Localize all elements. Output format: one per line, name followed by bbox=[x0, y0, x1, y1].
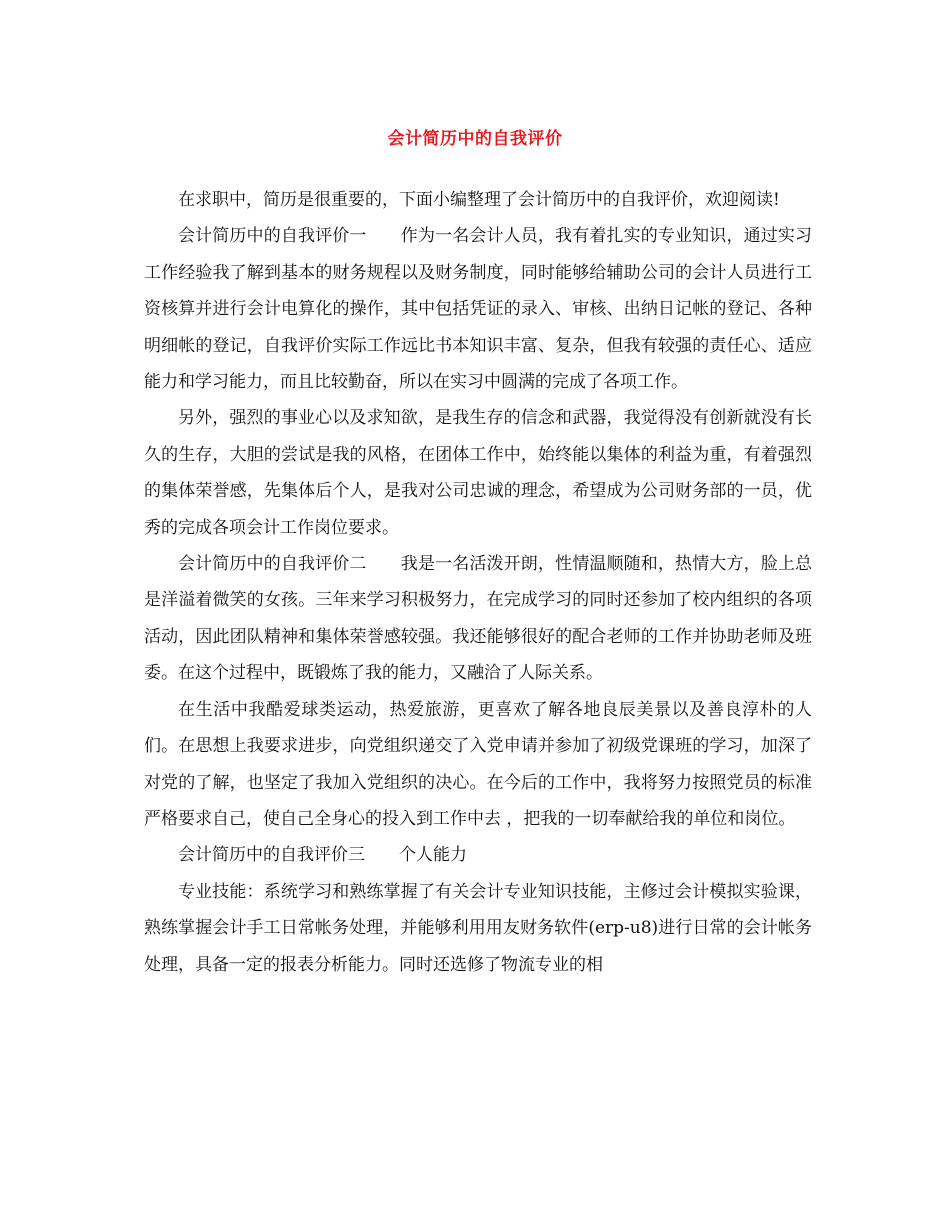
document-title: 会计简历中的自我评价 bbox=[387, 129, 563, 149]
paragraph-intro: 在求职中，简历是很重要的，下面小编整理了会计简历中的自我评价，欢迎阅读! bbox=[178, 190, 780, 210]
paragraph-evaluation-two: 会计简历中的自我评价二 我是一名活泼开朗，性情温顺随和，热情大方，脸上总是洋溢着微笑的女孩。三年来学习积极努力，在完成学习的同时还参加了校内组织的各项活动，因此团队精神和集体荣誉感较强。我还能够很好的配合老师的工作并协助老师及班委。在这个过程中，既锻炼了我的能力，又融洽了人际关系。 bbox=[144, 554, 812, 684]
paragraph-evaluation-one: 会计简历中的自我评价一 作为一名会计人员，我有着扎实的专业知识，通过实习工作经验我了解到基本的财务规程以及财务制度，同时能够给辅助公司的会计人员进行工资核算并进行会计电算化的操作，其中包括凭证的录入、审核、出纳日记帐的登记、各种明细帐的登记，自我评价实际工作远比书本知识丰富、复杂，但我有较强的责任心、适应能力和学习能力，而且比较勤奋，所以在实习中圆满的完成了各项工作。 bbox=[144, 226, 812, 393]
paragraph-evaluation-three: 会计简历中的自我评价三 个人能力 bbox=[178, 845, 467, 866]
paragraph-skills: 专业技能：系统学习和熟练掌握了有关会计专业知识技能，主修过会计模拟实验课，熟练掌握会计手工日常帐务处理，并能够利用用友财务软件(erp-u8)进行日常的会计帐务处理，具备一定的报表分析能力。同时还选修了物流专业的相 bbox=[144, 881, 812, 975]
paragraph-life: 在生活中我酷爱球类运动，热爱旅游，更喜欢了解各地良辰美景以及善良淳朴的人们。在思想上我要求进步，向党组织递交了入党申请并参加了初级党课班的学习，加深了对党的了解，也坚定了我加入党组织的决心。在今后的工作中，我将努力按照党员的标准严格要求自己，使自己全身心的投入到工作中去 ，把我的一切奉献给我的单位和岗位。 bbox=[144, 699, 812, 829]
paragraph-ambition: 另外，强烈的事业心以及求知欲，是我生存的信念和武器，我觉得没有创新就没有长久的生存，大胆的尝试是我的风格，在团体工作中，始终能以集体的利益为重，有着强烈的集体荣誉感，先集体后个人，是我对公司忠诚的理念，希望成为公司财务部的一员，优秀的完成各项会计工作岗位要求。 bbox=[144, 408, 812, 538]
document-body bbox=[144, 182, 812, 983]
